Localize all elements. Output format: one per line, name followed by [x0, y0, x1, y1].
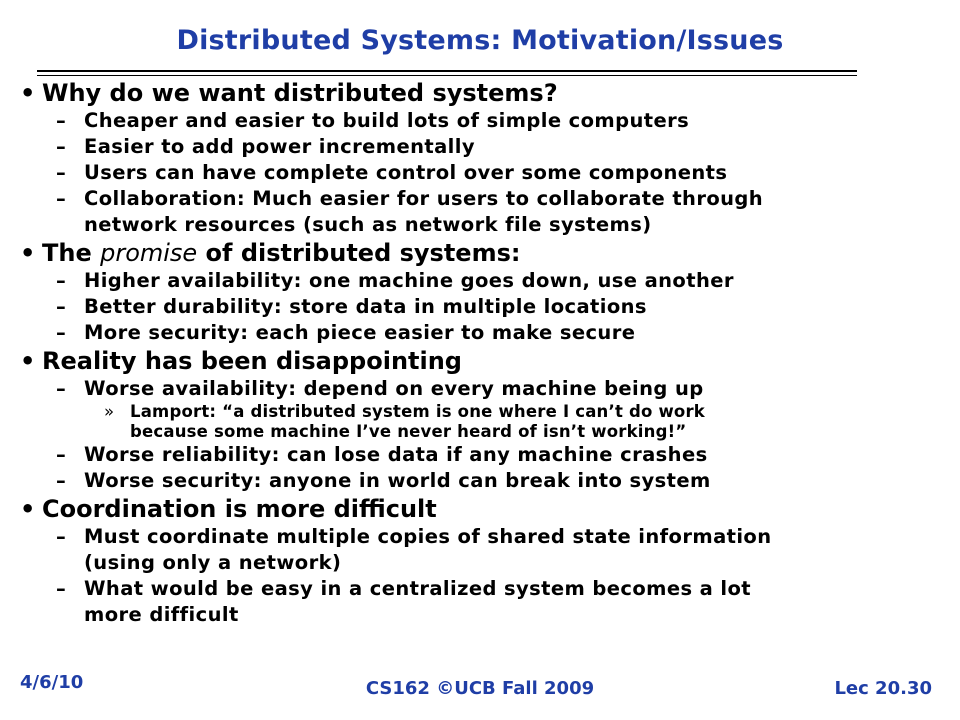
quote-item: [20, 402, 950, 422]
sub-item: [20, 524, 950, 550]
bullet-marker: •: [20, 79, 36, 107]
dash-marker: –: [56, 135, 67, 158]
bullet-marker: •: [20, 347, 36, 375]
sub-item-text: network resources (such as network file systems): [84, 213, 652, 236]
sub-item-text: Must coordinate multiple copies of shared state information: [84, 525, 772, 548]
sub-item-text: more difficult: [84, 603, 239, 626]
sub-item-text: (using only a network): [84, 551, 342, 574]
sub-item-text: More security: each piece easier to make secure: [84, 321, 636, 344]
sub-item: [20, 268, 950, 294]
footer-date: 4/6/10: [20, 672, 84, 693]
footer-lecture-number: Lec 20.30: [834, 678, 932, 699]
bullet-reality: [20, 346, 950, 376]
slide-content: [20, 78, 950, 628]
dash-marker: –: [56, 377, 67, 400]
sub-item: [20, 468, 950, 494]
dash-marker: –: [56, 269, 67, 292]
sub-item: [20, 186, 950, 212]
sub-item-text: Worse reliability: can lose data if any machine crashes: [84, 443, 708, 466]
bullet-text-post: of distributed systems:: [197, 239, 521, 267]
bullet-text-pre: The: [42, 239, 101, 267]
sub-item-text: Collaboration: Much easier for users to collaborate through: [84, 187, 764, 210]
sub-item: [20, 576, 950, 602]
dash-marker: –: [56, 161, 67, 184]
sub-item-text: What would be easy in a centralized system becomes a lot: [84, 577, 752, 600]
sub-item-text: Higher availability: one machine goes down, use another: [84, 269, 734, 292]
bullet-promise: [20, 238, 950, 268]
sub-item-text: Worse availability: depend on every machine being up: [84, 377, 704, 400]
sub-item-text: Users can have complete control over some components: [84, 161, 728, 184]
sub-item-text: Easier to add power incrementally: [84, 135, 475, 158]
sub-item-text: Worse security: anyone in world can break into system: [84, 469, 711, 492]
sub-item: [20, 376, 950, 402]
bullet-why: [20, 78, 950, 108]
dash-marker: –: [56, 295, 67, 318]
bullet-text: Why do we want distributed systems?: [42, 79, 558, 107]
bullet-text: Reality has been disappointing: [42, 347, 462, 375]
bullet-marker: •: [20, 239, 36, 267]
quote-text: because some machine I’ve never heard of isn’t working!”: [130, 422, 687, 441]
bullet-text: Coordination is more difficult: [42, 495, 437, 523]
sub-item: [20, 442, 950, 468]
dash-marker: –: [56, 469, 67, 492]
footer-course: CS162 ©UCB Fall 2009: [365, 678, 595, 699]
dash-marker: –: [56, 525, 67, 548]
sub-item-text: Better durability: store data in multiple locations: [84, 295, 647, 318]
dash-marker: –: [56, 109, 67, 132]
sub-item: [20, 294, 950, 320]
bullet-text-emphasis: promise: [100, 239, 198, 267]
sub-item: [20, 160, 950, 186]
title-divider-bottom: [37, 75, 857, 76]
sub-item-continuation: [20, 602, 950, 628]
dash-marker: –: [56, 321, 67, 344]
slide-title: Distributed Systems: Motivation/Issues: [176, 25, 784, 56]
bullet-marker: •: [20, 495, 36, 523]
sub-item-text: Cheaper and easier to build lots of simple computers: [84, 109, 690, 132]
quote-text: Lamport: “a distributed system is one where I can’t do work: [130, 402, 705, 421]
sub-item: [20, 134, 950, 160]
raquo-marker: »: [104, 402, 115, 421]
dash-marker: –: [56, 443, 67, 466]
sub-item: [20, 320, 950, 346]
title-divider-top: [37, 70, 857, 72]
dash-marker: –: [56, 187, 67, 210]
quote-item-continuation: [20, 422, 950, 442]
bullet-coordination: [20, 494, 950, 524]
sub-item-continuation: [20, 212, 950, 238]
sub-item-continuation: [20, 550, 950, 576]
dash-marker: –: [56, 577, 67, 600]
sub-item: [20, 108, 950, 134]
